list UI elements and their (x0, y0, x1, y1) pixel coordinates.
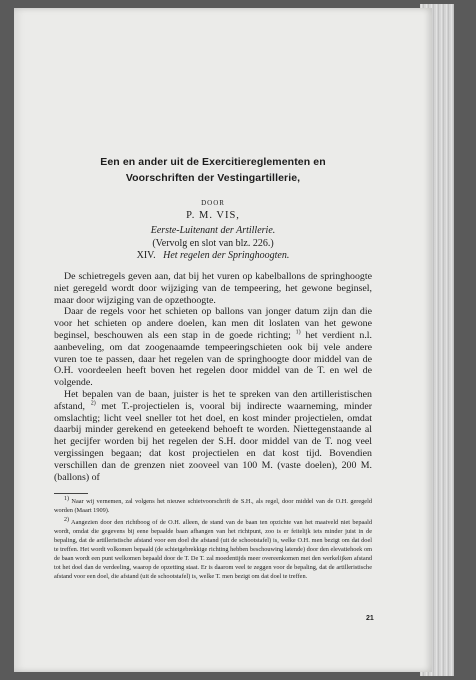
paragraph-2-cont: het verdient n.l. aanbeveling, om dat zoogenaamde tempeeringschieten ook bij vele andere vuren toe te passen, daar het regelen van de springhoogte door middel van de O.H. voordeelen heeft boven het regelen door middel van de T. en wel de volgende. (54, 329, 372, 389)
article-title (54, 154, 372, 186)
author-name: P. M. VIS, (186, 210, 240, 221)
body-text (54, 271, 372, 483)
author-rank: Eerste-Luitenant der Artillerie. (150, 225, 276, 236)
footnote-2 (54, 519, 372, 581)
title-line-2: Voorschriften der Vestingartillerie, (125, 172, 301, 184)
footnote-marker-1: 1) (64, 496, 69, 503)
footnote-ref-2[interactable]: 2) (90, 400, 96, 407)
section-title: Het regelen der Springhoogten. (163, 250, 290, 261)
continuation-note: (Vervolg en slot van blz. 226.) (152, 238, 274, 249)
paragraph-1: De schietregels geven aan, dat bij het vuren op kabelballons de springhoogte niet geregeld wordt door wijziging van de tempeering, het gewone beginsel, maar door wijziging van de opzethoogte. (54, 271, 372, 306)
section-heading (54, 250, 372, 261)
paragraph-2 (54, 306, 372, 389)
book-page (14, 8, 432, 672)
title-line-1: Een en ander uit de Exercitiereglementen en (100, 156, 326, 168)
page-number: 21 (366, 615, 374, 622)
footnote-2-text: Aangezien door den richtboog of de O.H. alleen, de stand van de baan ten opzichte van het maaiveld niet bepaald wordt, omdat die gegevens bij eene bepaalde baan afhangen van het richtpunt, zoo is er feitelijk iets minder juist in de bepaling, dat de artilleristische afstand voor een doel die afstand (uit de schootstafel) is, welke O.H. men bezigt om dat doel te treffen. Het wordt volkomen bepaald (de schietgebrekkige richting hebben beschouwing latende) door den elevatiehoek om de baan wordt een punt welkomen bepaald door de T. De T. zal moedentijds meer overeenkomen met den werkelijken afstand tot het doel dan de verdeeling, waarop de opzetting staat. Er is daarom veel te zeggen voor de bepaling, dat de artilleristische afstand voor een doel, die afstand (uit de schootstafel) is, welke T. men bezigt om dat doel te treffen. (54, 519, 372, 580)
footnote-ref-1[interactable]: 1) (295, 329, 301, 336)
section-number: XIV. (136, 250, 156, 261)
footnote-divider (54, 493, 88, 494)
page-content (54, 154, 372, 585)
paragraph-3-cont: met T.-projectielen is, vooral bij indirecte waarneming, minder omslachtig; licht veel sneller tot het doel, en kost minder projectielen, omdat daarbij minder gerekend en geteekend behoeft te worden. Niettegenstaande al het gecijfer worden bij het regelen der S.H. door middel van de T. nog veel vergissingen begaan; dat kost projectielen en dat kost tijd. Bovendien verschillen dan de grenzen niet zooveel van 100 M. (vaste doelen), 200 M. (ballons) of (54, 400, 373, 483)
footnote-marker-2: 2) (64, 517, 69, 524)
byline-door: DOOR (201, 199, 225, 207)
paragraph-3-text: Het bepalen van de baan, juister is het te spreken van den artilleristischen afstand, (54, 388, 372, 412)
footnotes (54, 498, 372, 581)
paragraph-2-text: Daar de regels voor het schieten op ballons van jonger datum zijn dan die voor het schieten op andere doelen, kan men dit loslaten van het gewone beginsel, beschouwen als een stap in de goede richting; (54, 306, 372, 341)
footnote-1 (54, 498, 372, 516)
paragraph-3 (54, 389, 372, 483)
footnote-1-text: Naar wij vernemen, zal volgens het nieuwe schietvoorschrift de S.H., als regel, door middel van de O.H. geregeld worden (Maart 1909). (54, 498, 373, 515)
